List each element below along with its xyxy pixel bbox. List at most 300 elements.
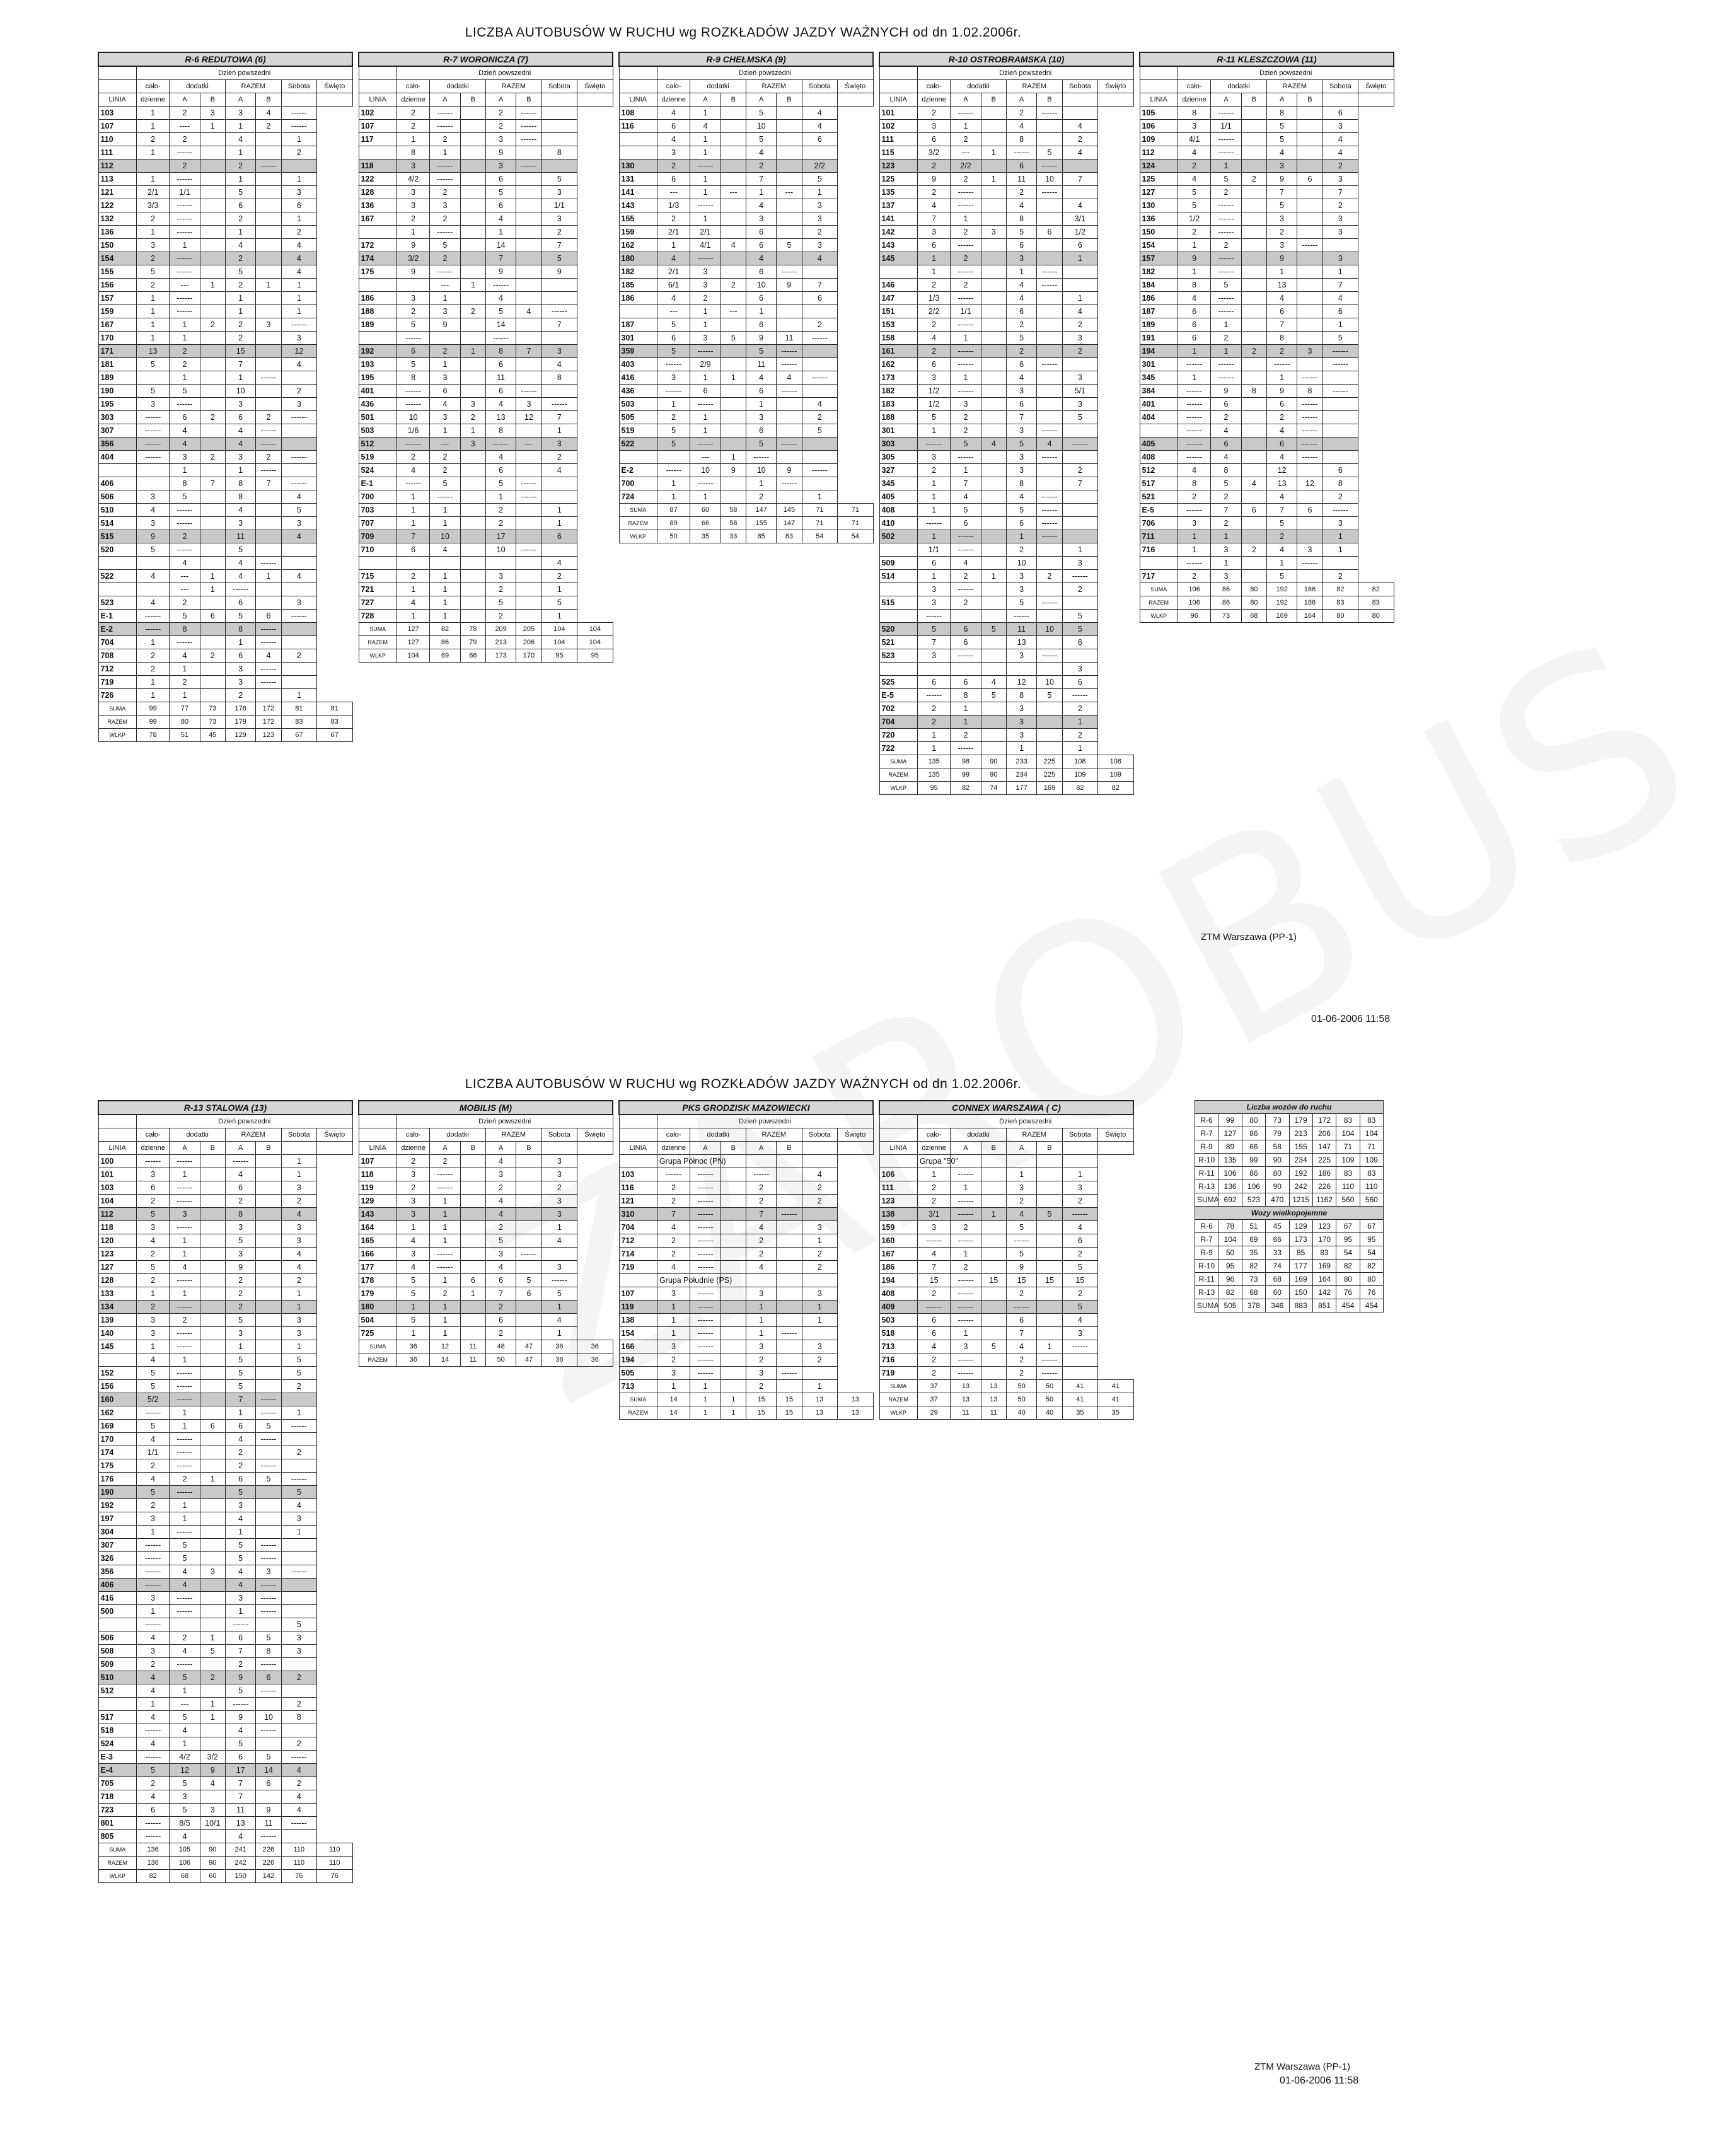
table-cell: 2 (225, 212, 255, 226)
table-cell (200, 530, 225, 543)
table-cell (200, 1605, 225, 1618)
table-row (1140, 385, 1394, 398)
table-cell: 7 (485, 1287, 516, 1301)
table-cell: 13 (1266, 477, 1297, 490)
table-cell: 9 (720, 464, 746, 477)
sum-cell: 51 (170, 729, 200, 742)
table-cell: 2 (485, 1301, 516, 1314)
line-number: 177 (359, 1261, 396, 1274)
line-number: 410 (879, 517, 917, 530)
table-cell (777, 1234, 802, 1248)
table-cell (460, 1327, 485, 1340)
table-cell: 6 (802, 133, 837, 146)
table-cell: 3 (657, 1367, 690, 1380)
table-cell (1297, 186, 1322, 199)
table-row (879, 133, 1133, 146)
table-row (619, 1221, 873, 1234)
table-cell (720, 1195, 746, 1208)
summary-cell: 73 (1242, 1273, 1265, 1286)
top-depot-3-table (879, 52, 1134, 795)
line-number: 301 (879, 424, 917, 438)
sum-cell: 106 (170, 1857, 200, 1870)
table-cell: ------ (802, 332, 837, 345)
table-cell (281, 557, 316, 570)
table-cell: ------ (690, 1353, 720, 1367)
line-number: 307 (98, 1539, 136, 1552)
table-cell: 6 (225, 649, 255, 663)
summary-cell: R-7 (1195, 1127, 1218, 1140)
top-depot-0-table (98, 52, 353, 742)
line-number: 520 (98, 543, 136, 557)
sum-cell: 123 (256, 729, 281, 742)
table-cell (200, 596, 225, 610)
sum-cell: 37 (917, 1380, 950, 1393)
table-cell: 4 (281, 265, 316, 279)
table-cell: 1 (541, 1221, 577, 1234)
table-cell (1241, 239, 1266, 252)
sum-cell: 13 (802, 1406, 837, 1420)
line-number: 512 (1140, 464, 1178, 477)
table-cell: 1 (170, 1353, 200, 1367)
line-number: 522 (619, 438, 657, 451)
table-cell (516, 186, 541, 199)
sum-cell: SUMA (879, 1380, 917, 1393)
table-cell (256, 689, 281, 702)
table-cell: ------ (430, 120, 460, 133)
table-cell (256, 265, 281, 279)
table-cell (777, 1314, 802, 1327)
table-cell: 2 (200, 649, 225, 663)
summary-row (1195, 1220, 1384, 1233)
table-cell (1241, 530, 1266, 543)
line-number: 146 (879, 279, 917, 292)
table-cell: 1 (485, 226, 516, 239)
bottom-depot-0-col-2: A (170, 1142, 200, 1155)
sum-cell: 155 (746, 517, 776, 530)
line-number: 102 (359, 107, 396, 120)
table-cell (200, 1724, 225, 1737)
table-cell (256, 1618, 281, 1631)
table-cell: 3 (136, 239, 169, 252)
sum-cell: 74 (981, 782, 1006, 795)
line-number: 143 (879, 239, 917, 252)
table-cell: ------ (777, 345, 802, 358)
table-row (619, 226, 873, 239)
table-cell: 1 (1211, 159, 1241, 173)
table-cell (256, 385, 281, 398)
line-number: 406 (98, 477, 136, 490)
table-row (1140, 411, 1394, 424)
line-number: 134 (98, 1301, 136, 1314)
sum-cell: SUMA (98, 1843, 136, 1857)
line-number (98, 1698, 136, 1711)
table-cell: 2 (170, 1473, 200, 1486)
table-cell: 8 (1178, 477, 1210, 490)
table-cell (951, 610, 981, 623)
table-cell: 4 (485, 1261, 516, 1274)
line-number: 408 (879, 1287, 917, 1301)
table-cell (981, 1155, 1006, 1168)
table-cell (460, 530, 485, 543)
table-row (359, 504, 613, 517)
summary-cell: 523 (1242, 1193, 1265, 1207)
table-cell (200, 1830, 225, 1843)
table-cell: ------ (1211, 305, 1241, 318)
summary-cell: 95 (1360, 1233, 1383, 1246)
table-cell: 2 (136, 1195, 169, 1208)
table-cell (802, 265, 837, 279)
table-cell: ------ (951, 1301, 981, 1314)
table-row (879, 742, 1133, 755)
table-cell (136, 464, 169, 477)
line-number: 716 (1140, 543, 1178, 557)
table-row (619, 239, 873, 252)
table-cell: 3 (746, 1340, 776, 1353)
table-cell: 1 (170, 1737, 200, 1751)
summary-cell: 106 (1242, 1180, 1265, 1193)
table-cell (200, 1195, 225, 1208)
top-depot-4-depot-name: R-11 KLESZCZOWA (11) (1140, 52, 1394, 66)
table-cell: 10 (225, 385, 255, 398)
table-cell (460, 1155, 485, 1168)
summary-cell: 234 (1289, 1154, 1312, 1167)
table-row (98, 676, 352, 689)
table-row (359, 1261, 613, 1274)
table-row (879, 1301, 1133, 1314)
table-cell (516, 199, 541, 212)
table-cell: 4 (746, 146, 776, 159)
sum-row (359, 1340, 613, 1353)
summary-cell: 35 (1242, 1246, 1265, 1260)
table-cell: 4 (225, 133, 255, 146)
table-cell: 4 (746, 199, 776, 212)
table-cell (777, 305, 802, 318)
table-cell (1062, 1367, 1097, 1380)
table-cell (1037, 212, 1062, 226)
line-number: 709 (359, 530, 396, 543)
table-cell: 5 (1211, 477, 1241, 490)
sum-cell: WLKP (879, 782, 917, 795)
table-cell (460, 451, 485, 464)
table-row (359, 173, 613, 186)
table-cell (516, 1155, 541, 1168)
table-cell: 2 (281, 1698, 316, 1711)
table-cell: 7 (746, 173, 776, 186)
table-cell: 2 (281, 226, 316, 239)
summary-cell: 213 (1289, 1127, 1312, 1140)
top-depot-4-sobota-header: Sobota (1322, 80, 1358, 93)
sum-cell: 13 (838, 1393, 873, 1406)
table-cell (460, 371, 485, 385)
sum-cell: 13 (981, 1380, 1006, 1393)
table-cell (256, 146, 281, 159)
table-cell: 4/1 (690, 239, 720, 252)
table-cell: 5 (225, 543, 255, 557)
table-cell: 8 (1211, 464, 1241, 477)
table-cell: 3 (281, 1221, 316, 1234)
line-number: 113 (98, 173, 136, 186)
table-cell: 5 (1266, 517, 1297, 530)
table-cell: 12 (516, 411, 541, 424)
table-cell (136, 477, 169, 490)
table-row (619, 146, 873, 159)
table-cell (720, 477, 746, 490)
line-number: 728 (359, 610, 396, 623)
table-cell: 1 (917, 490, 950, 504)
table-row (98, 1208, 352, 1221)
table-cell: 2 (1211, 332, 1241, 345)
table-cell: 4 (1266, 424, 1297, 438)
table-cell: 6 (485, 199, 516, 212)
table-cell (516, 146, 541, 159)
table-cell: ------ (170, 1486, 200, 1499)
table-cell: 7 (485, 252, 516, 265)
table-cell: 2 (170, 345, 200, 358)
table-cell (1297, 199, 1322, 212)
table-cell: 3 (396, 1195, 429, 1208)
table-cell: 4 (657, 107, 690, 120)
table-cell: 3 (1062, 398, 1097, 411)
line-number: 127 (98, 1261, 136, 1274)
line-number: 304 (98, 1526, 136, 1539)
table-cell (777, 133, 802, 146)
table-cell: ------ (225, 1698, 255, 1711)
table-row (98, 226, 352, 239)
table-row (98, 1459, 352, 1473)
table-cell: 2 (225, 159, 255, 173)
table-row (98, 239, 352, 252)
table-cell (1297, 265, 1322, 279)
table-row (879, 729, 1133, 742)
line-number: 174 (359, 252, 396, 265)
sum-cell: 78 (460, 623, 485, 636)
table-cell (200, 543, 225, 557)
table-cell: 1 (951, 332, 981, 345)
table-row (98, 1406, 352, 1420)
table-cell: ------ (136, 1565, 169, 1579)
table-cell: 5 (136, 265, 169, 279)
table-cell (200, 226, 225, 239)
table-cell: 1 (281, 212, 316, 226)
table-row (879, 159, 1133, 173)
table-cell: 1 (690, 173, 720, 186)
table-cell (256, 490, 281, 504)
sum-row (1140, 610, 1394, 623)
table-cell: 4 (225, 1565, 255, 1579)
table-cell (516, 1168, 541, 1181)
table-cell (777, 107, 802, 120)
table-row (879, 649, 1133, 663)
table-cell (1037, 398, 1062, 411)
table-cell: 9 (917, 173, 950, 186)
table-row (98, 1261, 352, 1274)
table-cell (281, 676, 316, 689)
table-cell: 2 (802, 1248, 837, 1261)
sum-cell: RAZEM (879, 1393, 917, 1406)
table-cell: 2 (1006, 1195, 1036, 1208)
table-row (619, 358, 873, 371)
table-cell: 5 (951, 504, 981, 517)
table-cell: 3 (917, 596, 950, 610)
summary-cell: 127 (1218, 1127, 1242, 1140)
table-row (879, 716, 1133, 729)
table-cell (516, 504, 541, 517)
table-row (98, 1804, 352, 1817)
sum-cell: 50 (1037, 1393, 1062, 1406)
table-cell: 3 (225, 107, 255, 120)
table-cell: ------ (951, 1367, 981, 1380)
line-number: 120 (98, 1234, 136, 1248)
table-cell: 5 (430, 477, 460, 490)
sum-cell: 169 (1037, 782, 1062, 795)
table-cell: ------ (1322, 504, 1358, 517)
line-number: 124 (1140, 159, 1178, 173)
table-cell: 2 (1241, 173, 1266, 186)
table-row (1140, 358, 1394, 371)
table-cell (1322, 411, 1358, 424)
table-cell (720, 199, 746, 212)
sum-cell: 135 (917, 768, 950, 782)
table-cell: 7 (1062, 477, 1097, 490)
summary-cell: 69 (1242, 1233, 1265, 1246)
table-cell (1062, 504, 1097, 517)
line-number: 127 (1140, 186, 1178, 199)
table-cell: ------ (170, 173, 200, 186)
table-row (98, 1592, 352, 1605)
table-cell: 3 (396, 292, 429, 305)
bottom-depot-0-col-1: dzienne (136, 1142, 169, 1155)
line-number: 194 (1140, 345, 1178, 358)
table-cell: ------ (1178, 424, 1210, 438)
table-cell (200, 1287, 225, 1301)
line-number: 184 (1140, 279, 1178, 292)
table-cell: 8 (1178, 107, 1210, 120)
table-cell: 1 (430, 610, 460, 623)
line-number: 112 (98, 159, 136, 173)
line-number (359, 279, 396, 292)
top-depot-4-col-0: LINIA (1140, 93, 1178, 107)
table-cell: 3 (541, 186, 577, 199)
table-cell (516, 424, 541, 438)
table-cell: 4 (1266, 490, 1297, 504)
table-cell: 4 (746, 1221, 776, 1234)
table-cell: 1 (170, 689, 200, 702)
sum-cell: 83 (777, 530, 802, 543)
table-row (98, 530, 352, 543)
table-row (879, 676, 1133, 689)
top-depot-4-dzien-header: Dzień powszedni (1178, 66, 1394, 80)
summary-cell: 54 (1336, 1246, 1360, 1260)
table-cell: ------ (951, 107, 981, 120)
table-cell (460, 543, 485, 557)
table-cell: 5 (917, 411, 950, 424)
table-cell: 4/1 (1178, 133, 1210, 146)
table-cell (200, 1208, 225, 1221)
sum-cell: 104 (541, 623, 577, 636)
table-cell: 3 (802, 1221, 837, 1234)
table-cell (720, 1248, 746, 1261)
table-cell: ------ (951, 1195, 981, 1208)
table-cell (1037, 133, 1062, 146)
bottom-depot-3-sobota-header: Sobota (1062, 1128, 1097, 1142)
table-cell: 2 (1322, 199, 1358, 212)
table-cell: 1 (460, 345, 485, 358)
top-depot-2-panel (618, 52, 874, 543)
table-cell (281, 371, 316, 385)
table-row (619, 1340, 873, 1353)
top-depot-3-col-3: B (981, 93, 1006, 107)
table-cell: 6 (690, 385, 720, 398)
table-cell: ------ (430, 1248, 460, 1261)
table-cell: 10 (256, 1711, 281, 1724)
line-number: 125 (879, 173, 917, 186)
table-cell: 1 (802, 1380, 837, 1393)
table-cell (485, 557, 516, 570)
table-cell: ------ (690, 1195, 720, 1208)
table-cell (256, 543, 281, 557)
table-cell: ------ (256, 623, 281, 636)
bottom-depot-3-depot-name: CONNEX WARSZAWA ( C) (879, 1101, 1133, 1115)
table-row (359, 1301, 613, 1314)
table-cell: 3 (1322, 252, 1358, 265)
line-number: 164 (359, 1221, 396, 1234)
table-cell: 1 (1062, 252, 1097, 265)
table-row (359, 1181, 613, 1195)
summary-cell: 90 (1266, 1180, 1289, 1193)
table-cell: 4 (396, 1234, 429, 1248)
table-cell: 4 (917, 332, 950, 345)
sum-cell: 71 (802, 504, 837, 517)
table-cell: 2 (485, 610, 516, 623)
table-cell: 8 (396, 146, 429, 159)
line-number: 103 (619, 1168, 657, 1181)
table-cell: ------ (170, 504, 200, 517)
table-cell: 1 (430, 424, 460, 438)
line-number: 100 (98, 1155, 136, 1168)
table-cell: 2 (746, 1195, 776, 1208)
table-cell (1241, 358, 1266, 371)
table-cell: 1/1 (1211, 120, 1241, 133)
table-cell: 4 (1178, 146, 1210, 159)
table-cell: 3 (541, 345, 577, 358)
table-cell (256, 596, 281, 610)
table-cell (281, 1830, 316, 1843)
sum-cell: 1 (720, 1393, 746, 1406)
sum-cell: 40 (1006, 1406, 1036, 1420)
table-row (619, 186, 873, 199)
line-number: 713 (619, 1380, 657, 1393)
line-number: 138 (619, 1314, 657, 1327)
sum-cell: 241 (225, 1843, 255, 1857)
sum-cell: RAZEM (98, 716, 136, 729)
table-cell: 1 (136, 318, 169, 332)
line-number: 190 (98, 1486, 136, 1499)
table-row (98, 1234, 352, 1248)
table-cell (1297, 305, 1322, 318)
table-cell: 3 (690, 279, 720, 292)
sum-cell: 135 (917, 755, 950, 768)
top-depot-0-col-1: dzienne (136, 93, 169, 107)
table-cell: 2 (485, 517, 516, 530)
table-cell: 5 (396, 358, 429, 371)
table-row (619, 252, 873, 265)
line-number: 170 (98, 1433, 136, 1446)
table-cell: 1 (1178, 345, 1210, 358)
table-cell (981, 358, 1006, 371)
table-cell: 2 (1062, 318, 1097, 332)
summary-cell: 123 (1312, 1220, 1336, 1233)
table-cell (1037, 1287, 1062, 1301)
